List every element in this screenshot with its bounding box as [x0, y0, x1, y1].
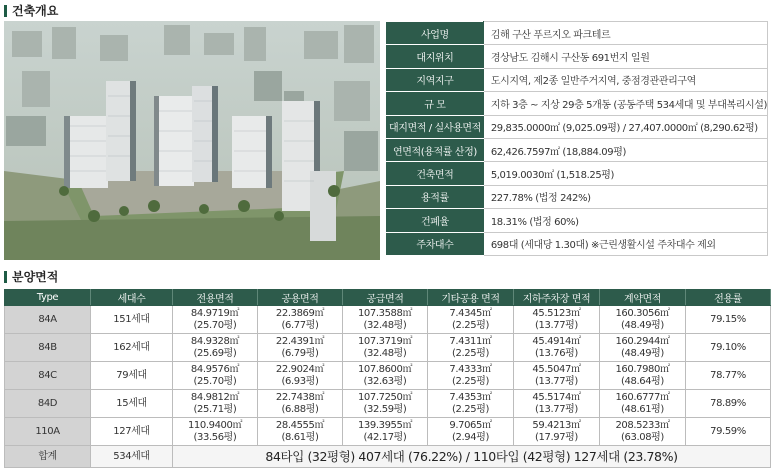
sale-area-table	[4, 289, 771, 468]
supply-area-cell	[343, 334, 428, 362]
excl-area-cell	[173, 334, 258, 362]
parking-area-cell	[514, 306, 600, 334]
cell-line: 22.9024㎡	[275, 363, 325, 375]
cell-line: (2.25평)	[452, 347, 489, 359]
column-header: Type	[5, 290, 91, 306]
other-area-cell	[428, 418, 514, 446]
other-area-cell	[428, 334, 514, 362]
total-units-cell: 534세대	[91, 446, 173, 468]
column-header: 공급면적	[343, 290, 428, 306]
overview-key: 주차대수	[387, 232, 484, 255]
excl-area-cell	[173, 362, 258, 390]
units-cell: 15세대	[91, 390, 173, 418]
column-header: 공용면적	[258, 290, 343, 306]
type-cell: 84D	[5, 390, 91, 418]
other-area-cell	[428, 390, 514, 418]
cell-line: 107.7250㎡	[357, 391, 413, 403]
title-marker	[4, 5, 7, 17]
supply-area-cell	[343, 418, 428, 446]
ratio-cell: 78.89%	[686, 390, 771, 418]
cell-line: 45.5174㎡	[532, 391, 581, 403]
cell-line: 7.4345㎡	[449, 307, 492, 319]
type-cell: 84A	[5, 306, 91, 334]
common-area-cell	[258, 306, 343, 334]
cell-line: 107.3719㎡	[357, 335, 413, 347]
cell-line: (63.08평)	[621, 431, 664, 443]
cell-line: (6.79평)	[281, 347, 319, 359]
overview-value: 도시지역, 제2종 일반주거지역, 중점경관관리구역	[483, 68, 767, 91]
cell-line: 160.3056㎡	[615, 307, 670, 319]
overview-key: 대지위치	[387, 45, 484, 68]
total-summary-cell: 84타입 (32평형) 407세대 (76.22%) / 110타입 (42평형) 127세대 (23.78%)	[173, 446, 771, 468]
units-cell: 127세대	[91, 418, 173, 446]
overview-table	[386, 21, 768, 256]
contract-area-cell	[600, 418, 686, 446]
column-header: 세대수	[91, 290, 173, 306]
excl-area-cell	[173, 306, 258, 334]
title-marker	[4, 271, 7, 283]
overview-key: 연면적(용적률 산정)	[387, 138, 484, 161]
common-area-cell	[258, 334, 343, 362]
overview-key: 지역지구	[387, 68, 484, 91]
cell-line: (25.69평)	[193, 347, 237, 359]
contract-area-cell	[600, 306, 686, 334]
common-area-cell	[258, 362, 343, 390]
overview-row	[387, 22, 768, 45]
overview-value: 18.31% (법정 60%)	[483, 209, 767, 232]
ratio-cell: 78.77%	[686, 362, 771, 390]
total-row	[5, 446, 771, 468]
cell-line: (13.77평)	[535, 375, 578, 387]
ratio-cell: 79.59%	[686, 418, 771, 446]
column-header: 전용률	[686, 290, 771, 306]
overview-section-title	[4, 2, 58, 19]
cell-line: 107.3588㎡	[357, 307, 413, 319]
cell-line: 208.5233㎡	[615, 419, 670, 431]
excl-area-cell	[173, 390, 258, 418]
supply-area-cell	[343, 306, 428, 334]
parking-area-cell	[514, 362, 600, 390]
cell-line: 84.9576㎡	[190, 363, 240, 375]
cell-line: 22.4391㎡	[275, 335, 325, 347]
cell-line: 9.7065㎡	[449, 419, 492, 431]
cell-line: (13.77평)	[535, 403, 578, 415]
ratio-cell: 79.10%	[686, 334, 771, 362]
cell-line: (17.97평)	[535, 431, 578, 443]
overview-value: 698대 (세대당 1.30대) ※근린생활시설 주차대수 제외	[483, 232, 767, 255]
parking-area-cell	[514, 390, 600, 418]
overview-row	[387, 115, 768, 138]
overview-key: 용적률	[387, 185, 484, 208]
cell-line: 59.4213㎡	[532, 419, 581, 431]
cell-line: 28.4555㎡	[275, 419, 325, 431]
cell-line: (2.25평)	[452, 319, 489, 331]
apartment-rendering-image	[4, 21, 380, 260]
column-header: 기타공용 면적	[428, 290, 514, 306]
cell-line: (6.93평)	[281, 375, 319, 387]
cell-line: (25.70평)	[193, 375, 237, 387]
overview-value: 지하 3층 ~ 지상 29층 5개동 (공동주택 534세대 및 부대복리시설)	[483, 92, 767, 115]
cell-line: (42.17평)	[363, 431, 407, 443]
supply-area-cell	[343, 390, 428, 418]
cell-line: 160.7980㎡	[615, 363, 670, 375]
table-row	[5, 362, 771, 390]
cell-line: (32.48평)	[363, 319, 407, 331]
cell-line: (8.61평)	[281, 431, 319, 443]
common-area-cell	[258, 390, 343, 418]
units-cell: 162세대	[91, 334, 173, 362]
column-header: 전용면적	[173, 290, 258, 306]
cell-line: 160.6777㎡	[615, 391, 670, 403]
overview-key: 건축면적	[387, 162, 484, 185]
cell-line: 107.8600㎡	[357, 363, 413, 375]
type-cell: 84B	[5, 334, 91, 362]
cell-line: 160.2944㎡	[615, 335, 670, 347]
cell-line: (48.49평)	[621, 319, 664, 331]
cell-line: (32.59평)	[363, 403, 407, 415]
cell-line: 84.9719㎡	[190, 307, 240, 319]
overview-row	[387, 185, 768, 208]
parking-area-cell	[514, 418, 600, 446]
cell-line: 7.4311㎡	[449, 335, 492, 347]
overview-row	[387, 45, 768, 68]
column-header: 계약면적	[600, 290, 686, 306]
type-cell: 84C	[5, 362, 91, 390]
cell-line: (25.70평)	[193, 319, 237, 331]
cell-line: 7.4333㎡	[449, 363, 492, 375]
contract-area-cell	[600, 334, 686, 362]
cell-line: 22.7438㎡	[275, 391, 325, 403]
ratio-cell: 79.15%	[686, 306, 771, 334]
cell-line: (48.49평)	[621, 347, 664, 359]
cell-line: (33.56평)	[193, 431, 237, 443]
cell-line: (2.25평)	[452, 375, 489, 387]
cell-line: (25.71평)	[193, 403, 237, 415]
cell-line: 7.4353㎡	[449, 391, 492, 403]
cell-line: (32.63평)	[363, 375, 407, 387]
overview-value: 62,426.7597㎡ (18,884.09평)	[483, 138, 767, 161]
common-area-cell	[258, 418, 343, 446]
other-area-cell	[428, 306, 514, 334]
other-area-cell	[428, 362, 514, 390]
table-row	[5, 390, 771, 418]
contract-area-cell	[600, 362, 686, 390]
cell-line: 84.9812㎡	[190, 391, 240, 403]
units-cell: 151세대	[91, 306, 173, 334]
sale-section-title	[4, 268, 58, 285]
cell-line: (13.77평)	[535, 319, 578, 331]
excl-area-cell	[173, 418, 258, 446]
cell-line: (13.76평)	[535, 347, 578, 359]
overview-value: 김해 구산 푸르지오 파크테르	[483, 22, 767, 45]
cell-line: (2.25평)	[452, 403, 489, 415]
contract-area-cell	[600, 390, 686, 418]
cell-line: (32.48평)	[363, 347, 407, 359]
cell-line: (6.88평)	[281, 403, 319, 415]
overview-row	[387, 92, 768, 115]
overview-row	[387, 138, 768, 161]
total-label-cell: 합계	[5, 446, 91, 468]
overview-value: 227.78% (법정 242%)	[483, 185, 767, 208]
cell-line: (2.94평)	[452, 431, 489, 443]
type-cell: 110A	[5, 418, 91, 446]
cell-line: 110.9400㎡	[187, 419, 243, 431]
overview-key: 규 모	[387, 92, 484, 115]
overview-row	[387, 209, 768, 232]
overview-key: 건폐율	[387, 209, 484, 232]
units-cell: 79세대	[91, 362, 173, 390]
overview-row	[387, 232, 768, 255]
column-header: 지하주차장 면적	[514, 290, 600, 306]
cell-line: 84.9328㎡	[190, 335, 240, 347]
overview-key: 사업명	[387, 22, 484, 45]
cell-line: (6.77평)	[281, 319, 319, 331]
overview-value: 5,019.0030㎡ (1,518.25평)	[483, 162, 767, 185]
table-row	[5, 306, 771, 334]
sale-title-text: 분양면적	[12, 270, 59, 284]
overview-row	[387, 68, 768, 91]
cell-line: (48.64평)	[621, 375, 664, 387]
overview-title-text: 건축개요	[12, 4, 59, 18]
table-row	[5, 418, 771, 446]
overview-row	[387, 162, 768, 185]
cell-line: 45.5047㎡	[532, 363, 581, 375]
parking-area-cell	[514, 334, 600, 362]
cell-line: 45.5123㎡	[532, 307, 581, 319]
cell-line: (48.61평)	[621, 403, 664, 415]
supply-area-cell	[343, 362, 428, 390]
overview-value: 29,835.0000㎡ (9,025.09평) / 27,407.0000㎡ (8,290.62평)	[483, 115, 767, 138]
overview-value: 경상남도 김해시 구산동 691번지 일원	[483, 45, 767, 68]
cell-line: 22.3869㎡	[275, 307, 325, 319]
cell-line: 139.3955㎡	[357, 419, 413, 431]
table-row	[5, 334, 771, 362]
overview-key: 대지면적 / 실사용면적	[387, 115, 484, 138]
cell-line: 45.4914㎡	[532, 335, 581, 347]
